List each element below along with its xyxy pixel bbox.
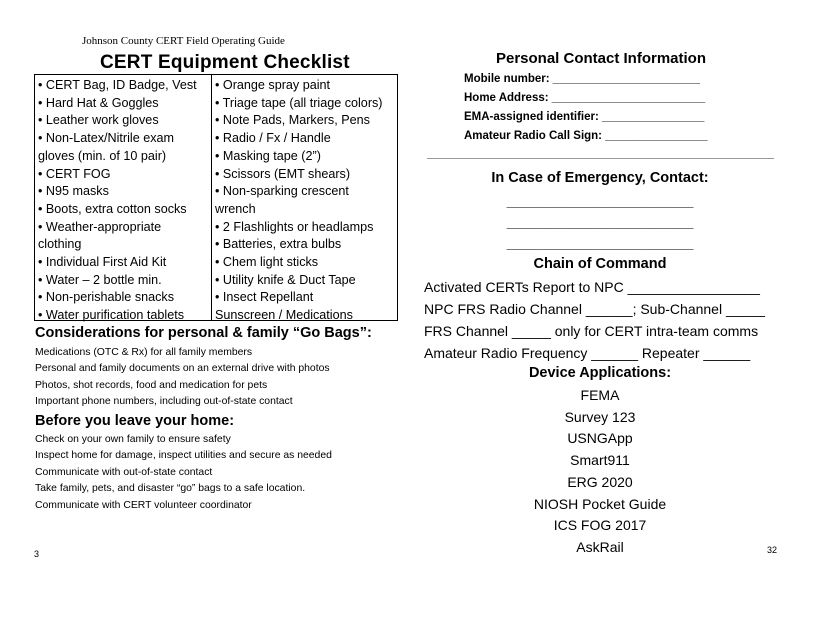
checklist-right-column [212,75,397,323]
checklist-item: • Individual First Aid Kit [38,255,167,270]
checklist-item: • Chem light sticks [215,255,319,270]
chain-of-command-title: Chain of Command [533,256,667,272]
device-apps-title: Device Applications: [528,365,672,381]
checklist-title: CERT Equipment Checklist [100,52,350,73]
device-apps-list [420,385,780,559]
go-bags-heading: Considerations for personal & family “Go Bags”: [35,325,372,341]
app-item: USNGApp [567,430,633,447]
app-item: Smart911 [570,452,630,469]
chain-of-command-list [424,276,765,364]
blank-line: ________________________ [506,235,694,251]
blank-line: ________________________ [506,193,694,209]
checklist-item: • Boots, extra cotton socks [38,201,187,216]
checklist-item: • Non-perishable snacks [38,290,175,305]
app-item: ICS FOG 2017 [553,517,647,534]
home-address-field: Home Address: ________________________ [464,92,706,104]
checklist-item: • N95 masks [38,184,109,199]
chain-line: Amateur Radio Frequency ______ Repeater ______ [424,345,751,361]
list-item: Check on your own family to ensure safety [35,434,231,445]
chain-line: Activated CERTs Report to NPC _________________ [424,279,760,295]
list-item: Inspect home for damage, inspect utilities and secure as needed [35,450,332,462]
checklist-item: • Triage tape (all triage colors) [215,95,383,110]
checklist-item: • Radio / Fx / Handle [215,131,331,146]
leave-home-list [35,432,332,514]
checklist-item: • Utility knife & Duct Tape [215,272,356,287]
list-item: Photos, shot records, food and medication for pets [35,379,268,391]
checklist-item: • CERT Bag, ID Badge, Vest [38,78,197,92]
app-item: Survey 123 [564,408,636,425]
chain-line: NPC FRS Radio Channel ______; Sub-Channel _____ [424,301,765,317]
checklist-item: • Leather work gloves [38,113,159,128]
go-bags-list [35,345,330,411]
app-item: NIOSH Pocket Guide [533,495,667,512]
checklist-item: • Non-sparking crescent [215,184,349,199]
list-item: Take family, pets, and disaster “go” bags to a safe location. [35,483,306,495]
list-item: Medications (OTC & Rx) for all family members [35,347,253,358]
emergency-contact-title: In Case of Emergency, Contact: [491,170,709,186]
page-number-right: 32 [767,545,778,555]
checklist-item: • Non-Latex/Nitrile exam [38,131,174,146]
emergency-contact-lines [420,191,780,254]
checklist-item: Sunscreen / Medications [215,308,353,323]
checklist-item: • Masking tape (2”) [215,148,321,163]
running-header: Johnson County CERT Field Operating Guide [82,35,285,47]
checklist-item: • Scissors (EMT shears) [215,166,351,181]
checklist-left-column [35,75,212,323]
checklist-item: wrench [215,201,256,216]
checklist-item: • Water – 2 bottle min. [38,272,162,287]
checklist-item: gloves (min. of 10 pair) [38,148,167,163]
app-item: AskRail [576,538,624,555]
list-item: Important phone numbers, including out-of-state contact [35,396,293,408]
checklist-item: • Hard Hat & Goggles [38,95,159,110]
page-number-left: 3 [34,549,40,559]
section-divider [427,158,774,159]
blank-line: ________________________ [506,214,694,230]
app-item: FEMA [580,387,620,403]
list-item: Communicate with out-of-state contact [35,466,213,478]
checklist-item: • Batteries, extra bulbs [215,237,342,252]
chain-line: FRS Channel _____ only for CERT intra-team comms [424,323,759,339]
checklist-item: clothing [38,237,82,252]
checklist-item: • Weather-appropriate [38,219,162,234]
checklist-item: • Note Pads, Markers, Pens [215,113,370,128]
checklist-item: • Insect Repellant [215,290,314,305]
checklist-item: • CERT FOG [38,166,111,181]
checklist-item: • 2 Flashlights or headlamps [215,219,374,234]
equipment-checklist-table [34,74,398,321]
mobile-number-field: Mobile number: _______________________ [464,73,700,85]
ema-identifier-field: EMA-assigned identifier: ________________ [464,111,705,123]
checklist-item: • Orange spray paint [215,78,331,92]
call-sign-field: Amateur Radio Call Sign: ________________ [464,130,708,142]
checklist-item: • Water purification tablets [38,308,185,323]
list-item: Communicate with CERT volunteer coordinator [35,499,252,511]
contact-info-title: Personal Contact Information [495,50,707,67]
leave-home-heading: Before you leave your home: [35,413,235,429]
app-item: ERG 2020 [567,473,633,490]
list-item: Personal and family documents on an external drive with photos [35,363,330,375]
